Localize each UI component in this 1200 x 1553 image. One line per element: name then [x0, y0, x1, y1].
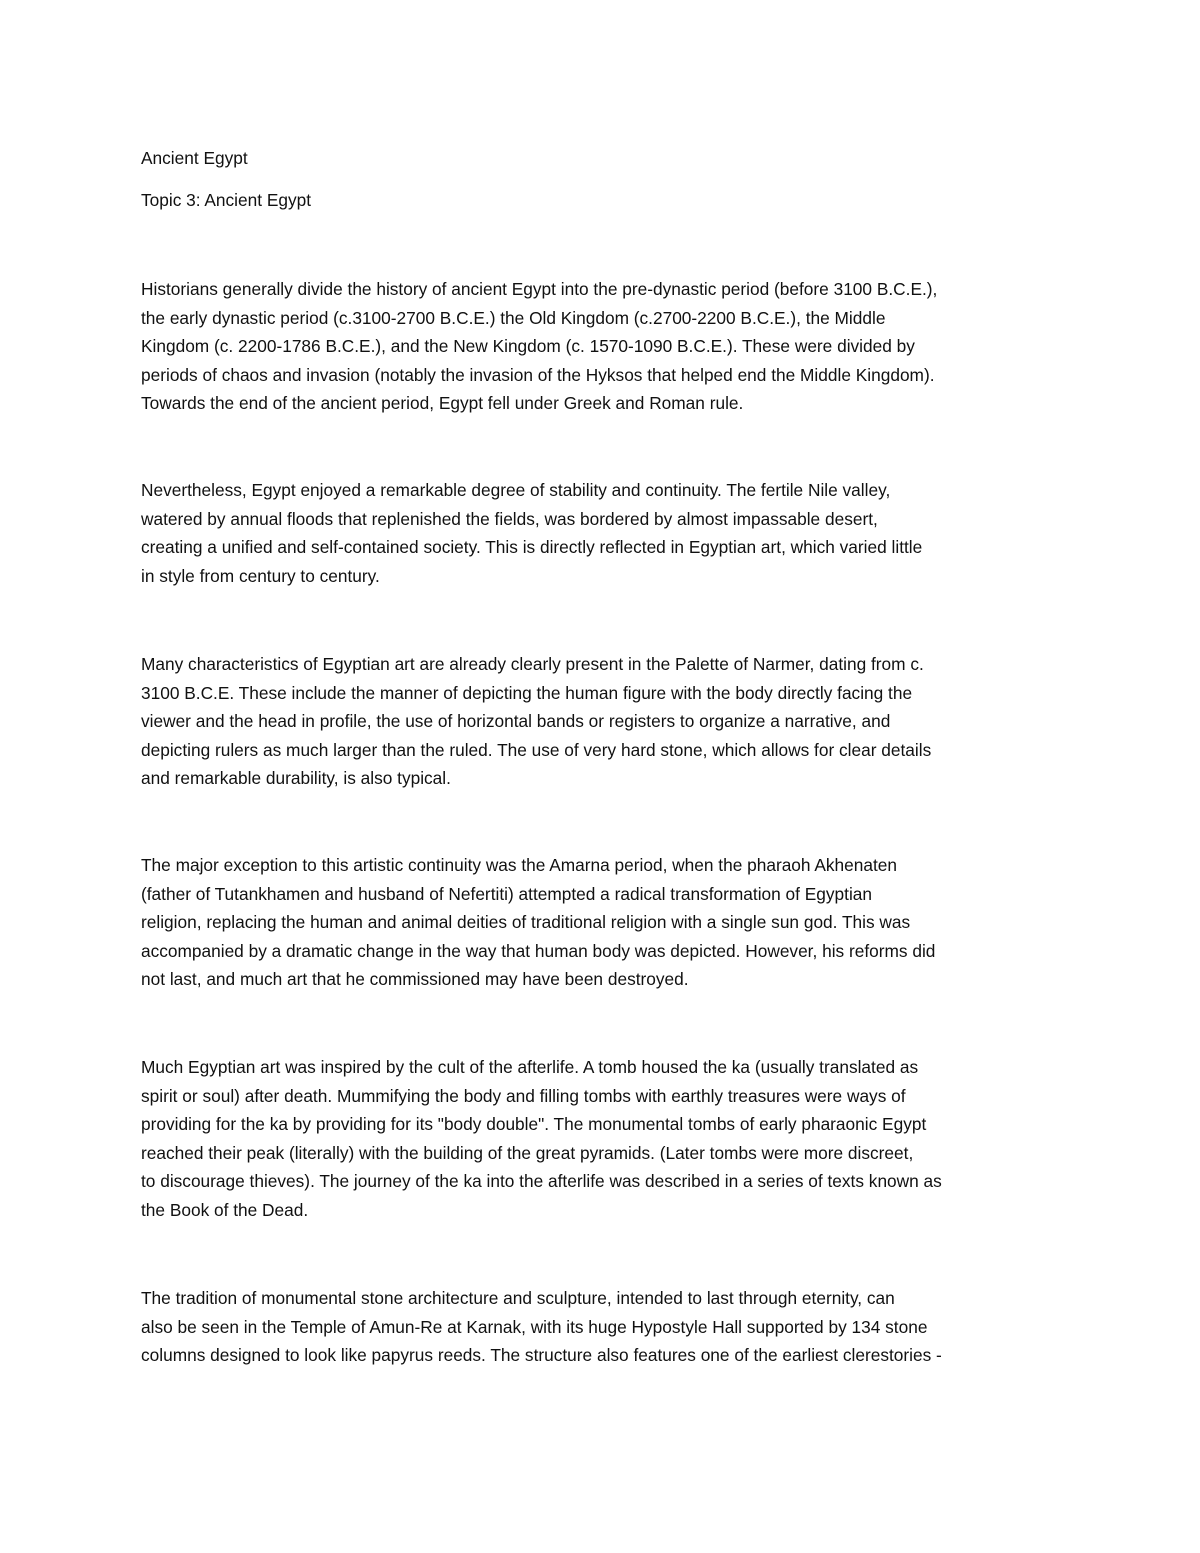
paragraph-4 — [141, 851, 1061, 994]
paragraph-line: periods of chaos and invasion (notably the invasion of the Hyksos that helped end the Middle Kingdom). — [141, 364, 935, 385]
paragraph-6 — [141, 1284, 1061, 1370]
paragraph-line: Many characteristics of Egyptian art are already clearly present in the Palette of Narmer, dating from c. — [141, 654, 924, 674]
document-subtitle — [141, 186, 1061, 215]
paragraph-line: and remarkable durability, is also typical. — [141, 768, 451, 789]
paragraph-5 — [141, 1053, 1061, 1225]
paragraph-line: The major exception to this artistic continuity was the Amarna period, when the pharaoh Akhenaten — [141, 855, 898, 875]
paragraph-line: Kingdom (c. 2200-1786 B.C.E.), and the New Kingdom (c. 1570-1090 B.C.E.). These were divided by — [141, 336, 915, 357]
paragraph-line: also be seen in the Temple of Amun-Re at Karnak, with its huge Hypostyle Hall supported by 134 stone — [141, 1316, 928, 1337]
paragraph-line: 3100 B.C.E. These include the manner of depicting the human figure with the body directly facing the — [141, 682, 913, 703]
paragraph-line: religion, replacing the human and animal deities of traditional religion with a single sun god. This was — [141, 912, 911, 933]
paragraph-line: Much Egyptian art was inspired by the cult of the afterlife. A tomb housed the ka (usually translated as — [141, 1057, 919, 1077]
paragraph-line: viewer and the head in profile, the use of horizontal bands or registers to organize a narrative, and — [141, 711, 891, 732]
paragraph-line: depicting rulers as much larger than the ruled. The use of very hard stone, which allows for clear details — [141, 739, 932, 760]
paragraph-line: Nevertheless, Egypt enjoyed a remarkable degree of stability and continuity. The fertile Nile valley, — [141, 480, 891, 500]
paragraph-line: accompanied by a dramatic change in the way that human body was depicted. However, his reforms did — [141, 940, 936, 961]
paragraph-1 — [141, 275, 1061, 418]
paragraph-line: Towards the end of the ancient period, Egypt fell under Greek and Roman rule. — [141, 393, 744, 414]
paragraph-2 — [141, 476, 1061, 590]
subtitle-line: Topic 3: Ancient Egypt — [141, 190, 312, 210]
paragraph-line: the Book of the Dead. — [141, 1199, 309, 1220]
paragraph-line: watered by annual floods that replenished the fields, was bordered by almost impassable desert, — [141, 508, 878, 529]
paragraph-line: creating a unified and self-contained society. This is directly reflected in Egyptian art, which varied little — [141, 537, 923, 558]
paragraph-line: columns designed to look like papyrus reeds. The structure also features one of the earliest clerestories - — [141, 1345, 942, 1366]
title-line: Ancient Egypt — [141, 148, 248, 168]
paragraph-line: to discourage thieves). The journey of the ka into the afterlife was described in a series of texts known as — [141, 1171, 942, 1192]
paragraph-line: reached their peak (literally) with the building of the great pyramids. (Later tombs were more discreet, — [141, 1142, 914, 1163]
paragraph-line: (father of Tutankhamen and husband of Nefertiti) attempted a radical transformation of Egyptian — [141, 883, 873, 904]
paragraph-line: providing for the ka by providing for its "body double". The monumental tombs of early pharaonic Egypt — [141, 1114, 927, 1135]
document-title — [141, 144, 1061, 173]
paragraph-line: in style from century to century. — [141, 565, 380, 586]
paragraph-line: not last, and much art that he commissioned may have been destroyed. — [141, 969, 689, 990]
paragraph-line: the early dynastic period (c.3100-2700 B.C.E.) the Old Kingdom (c.2700-2200 B.C.E.), the Middle — [141, 307, 886, 328]
paragraph-3 — [141, 650, 1061, 793]
paragraph-line: The tradition of monumental stone architecture and sculpture, intended to last through eternity, can — [141, 1288, 895, 1308]
paragraph-line: spirit or soul) after death. Mummifying the body and filling tombs with earthly treasures were ways of — [141, 1085, 906, 1106]
paragraph-line: Historians generally divide the history of ancient Egypt into the pre-dynastic period (before 3100 B.C.E.), — [141, 279, 938, 299]
